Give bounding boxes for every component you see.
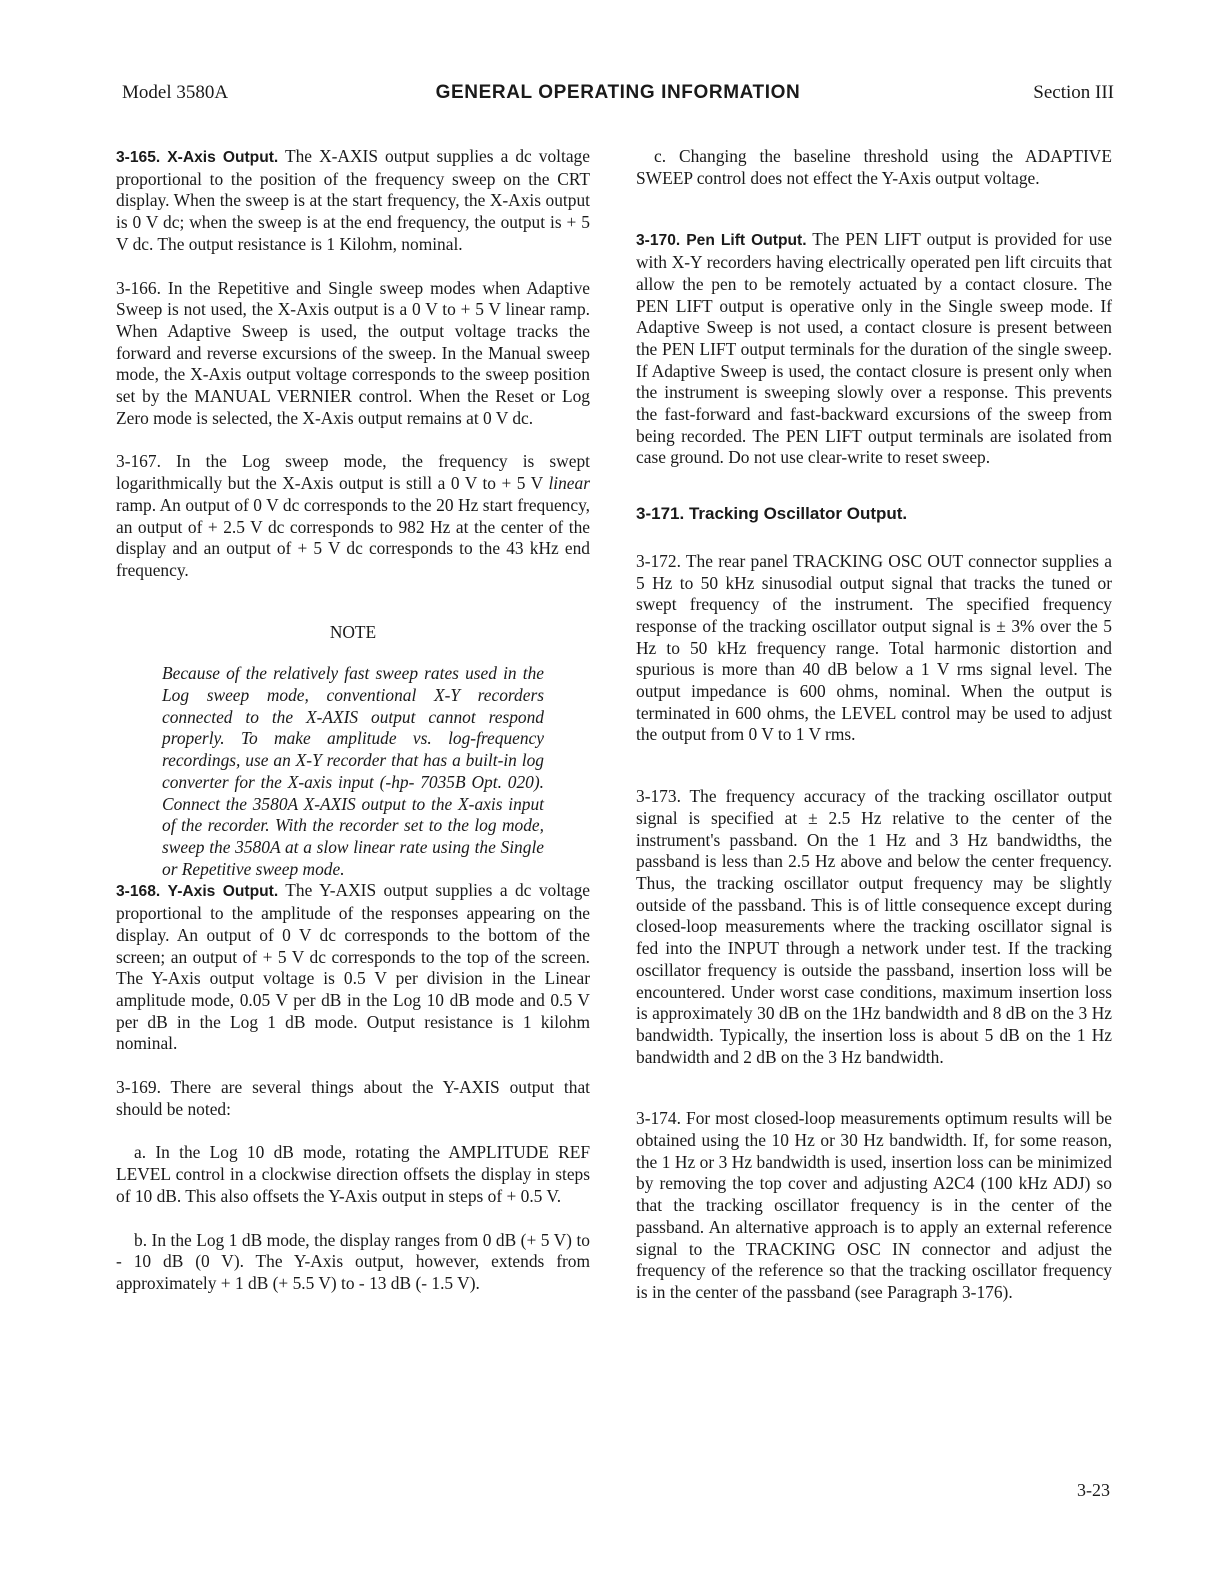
- paragraph-text: There are several things about the Y-AXIS output that should be noted:: [116, 1077, 590, 1119]
- left-column: [116, 146, 590, 1295]
- paragraph-text: In the Repetitive and Single sweep modes when Adaptive Sweep is not used, the X-Axis output is a 0 V to + 5 V linear ramp. When Adaptive Sweep is used, the output voltage tracks the forward and reverse excursions of the sweep. In the Manual sweep mode, the X-Axis output voltage corresponds to the sweep position set by the MANUAL VERNIER control. When the Reset or Log Zero mode is selected, the X-Axis output remains at 0 V dc.: [116, 277, 590, 428]
- right-column: [636, 146, 1112, 1304]
- paragraph-text: In the Log sweep mode, the frequency is swept logarithmically but the X-Axis output is still a 0 V to + 5 V: [116, 451, 590, 494]
- note-title: NOTE: [329, 621, 377, 642]
- paragraph-3-173: [636, 786, 1112, 1068]
- heading-3-171: [636, 503, 1112, 525]
- paragraph-text: For most closed-loop measurements optimum results will be obtained using the 10 Hz or 30 Hz bandwidth. If, for some reason, the 1 Hz or 3 Hz bandwidth is used, insertion loss can be minimized by removing the top cover and adjusting A2C4 (100 kHz ADJ) so that the tracking oscillator frequency is in the center of the passband. An alternative approach is to apply an external reference signal to the TRACKING OSC IN connector and adjust the frequency of the reference so that the tracking oscillator frequency is in the center of the passband (see Paragraph 3-176).: [636, 1108, 1112, 1302]
- paragraph-number: 3-174.: [636, 1108, 681, 1129]
- paragraph-3-170: [636, 229, 1112, 469]
- paragraph-text: The PEN LIFT output is provided for use with X-Y recorders having electrically operated pen lift circuits that allow the pen to be remotely actuated by a contact closure. The PEN LIFT output is operative only in the Single sweep mode. If Adaptive Sweep is not used, a contact closure is present between the PEN LIFT output terminals for the duration of the single sweep. If Adaptive Sweep is used, the contact closure is present only when the instrument is sweeping slowly over a response. This prevents the fast-forward and fast-backward excursions of the sweep from being recorded. The PEN LIFT output terminals are isolated from case ground. Do not use clear-write to reset sweep.: [636, 229, 1112, 468]
- heading-title: Tracking Oscillator Output.: [688, 504, 908, 524]
- emphasis-linear: linear: [548, 473, 590, 494]
- paragraph-3-174: [636, 1108, 1112, 1303]
- paragraph-3-167: [116, 451, 590, 581]
- paragraph-title: Pen Lift Output.: [686, 232, 807, 250]
- model-label: Model 3580A: [122, 82, 229, 103]
- paragraph-text: The Y-AXIS output supplies a dc voltage proportional to the amplitude of the responses appearing on the display. An output of 0 V dc corresponds to the bottom of the screen; an output of + 5 V dc corresponds to the top of the screen. The Y-Axis output voltage is 0.5 V per division in the Linear amplitude mode, 0.05 V per dB in the Log 10 dB mode and 0.5 V per dB in the Log 1 dB mode. Output resistance is 1 kilohm nominal.: [116, 880, 591, 1054]
- paragraph-text: The rear panel TRACKING OSC OUT connector supplies a 5 Hz to 50 kHz sinusodial output signal that tracks the tuned or swept frequency of the instrument. The specified frequency response of the tracking oscillator output signal is ± 3% over the 5 Hz to 50 kHz frequency range. Total harmonic distortion and spurious is more than 40 dB below a 1 V rms signal level. The output impedance is 600 ohms, nominal. When the output is terminated in 600 ohms, the LEVEL control may be used to adjust the output from 0 V to 1 V rms.: [636, 550, 1112, 745]
- note-body: Because of the relatively fast sweep rates used in the Log sweep mode, conventional X-Y recorders connected to the X-AXIS output cannot respond properly. To make amplitude vs. log-frequency recordings, use an X-Y recorder that has a built-in log converter for the X-axis input (-hp- 7035B Opt. 020). Connect the 3580A X-AXIS output to the X-axis input of the recorder. With the recorder set to the log mode, sweep the 3580A at a slow linear rate using the Single or Repetitive sweep mode.: [162, 663, 544, 879]
- page-title: GENERAL OPERATING INFORMATION: [435, 82, 801, 103]
- section-label: Section III: [1033, 82, 1114, 103]
- page-number: 3-23: [1077, 1480, 1110, 1500]
- paragraph-number: 3-173.: [636, 786, 681, 807]
- paragraph-number: 3-166.: [116, 277, 161, 298]
- paragraph-3-172: [636, 551, 1112, 746]
- paragraph-number: 3-165.: [116, 149, 161, 166]
- list-item-c: c. Changing the baseline threshold using the ADAPTIVE SWEEP control does not effect the Y-Axis output voltage.: [636, 146, 1112, 188]
- heading-number: 3-171.: [636, 504, 685, 524]
- paragraph-title: X-Axis Output.: [167, 149, 279, 166]
- paragraph-number: 3-169.: [116, 1077, 161, 1098]
- page-header: [122, 82, 1114, 112]
- paragraph-number: 3-168.: [116, 883, 161, 901]
- paragraph-title: Y-Axis Output.: [167, 883, 279, 901]
- paragraph-3-165: [116, 146, 590, 256]
- paragraph-number: 3-172.: [636, 550, 681, 571]
- list-item-a: a. In the Log 10 dB mode, rotating the AMPLITUDE REF LEVEL control in a clockwise direction offsets the display in steps of 10 dB. This also offsets the Y-Axis output in steps of + 0.5 V.: [116, 1142, 590, 1206]
- paragraph-text: The X-AXIS output supplies a dc voltage proportional to the position of the frequency sweep on the CRT display. When the sweep is at the start frequency, the X-Axis output is 0 V dc; when the sweep is at the end frequency, the output is + 5 V dc. The output resistance is 1 Kilohm, nominal.: [116, 146, 590, 254]
- paragraph-number: 3-170.: [636, 232, 681, 250]
- paragraph-text: The frequency accuracy of the tracking oscillator output signal is specified at ± 2.5 Hz relative to the center of the instrument's passband. On the 1 Hz and 3 Hz bandwidths, the passband is less than 2.5 Hz above and below the center frequency. Thus, the tracking oscillator output frequency may be slightly outside of the passband. This is of little consequence except during closed-loop measurements where the tracking oscillator signal is fed into the INPUT through a network under test. If the tracking oscillator frequency is outside the passband, insertion loss will be encountered. Under worst case conditions, maximum insertion loss is approximately 30 dB on the 1Hz bandwidth and 8 dB on the 3 Hz bandwidth. Typically, the insertion loss is about 5 dB on the 1 Hz bandwidth and 2 dB on the 3 Hz bandwidth.: [636, 786, 1112, 1067]
- paragraph-3-168: [116, 880, 590, 1055]
- paragraph-number: 3-167.: [116, 451, 161, 472]
- paragraph-3-166: [116, 278, 590, 430]
- list-item-b: b. In the Log 1 dB mode, the display ranges from 0 dB (+ 5 V) to - 10 dB (0 V). The Y-Axis output, however, extends from approximately + 1 dB (+ 5.5 V) to - 13 dB (- 1.5 V).: [116, 1229, 590, 1293]
- paragraph-text-cont: ramp. An output of 0 V dc corresponds to the 20 Hz start frequency, an output of + 2.5 V dc corresponds to 982 Hz at the center of the display and an output of + 5 V dc corresponds to the 43 kHz end frequency.: [116, 494, 590, 580]
- paragraph-3-169: [116, 1077, 590, 1120]
